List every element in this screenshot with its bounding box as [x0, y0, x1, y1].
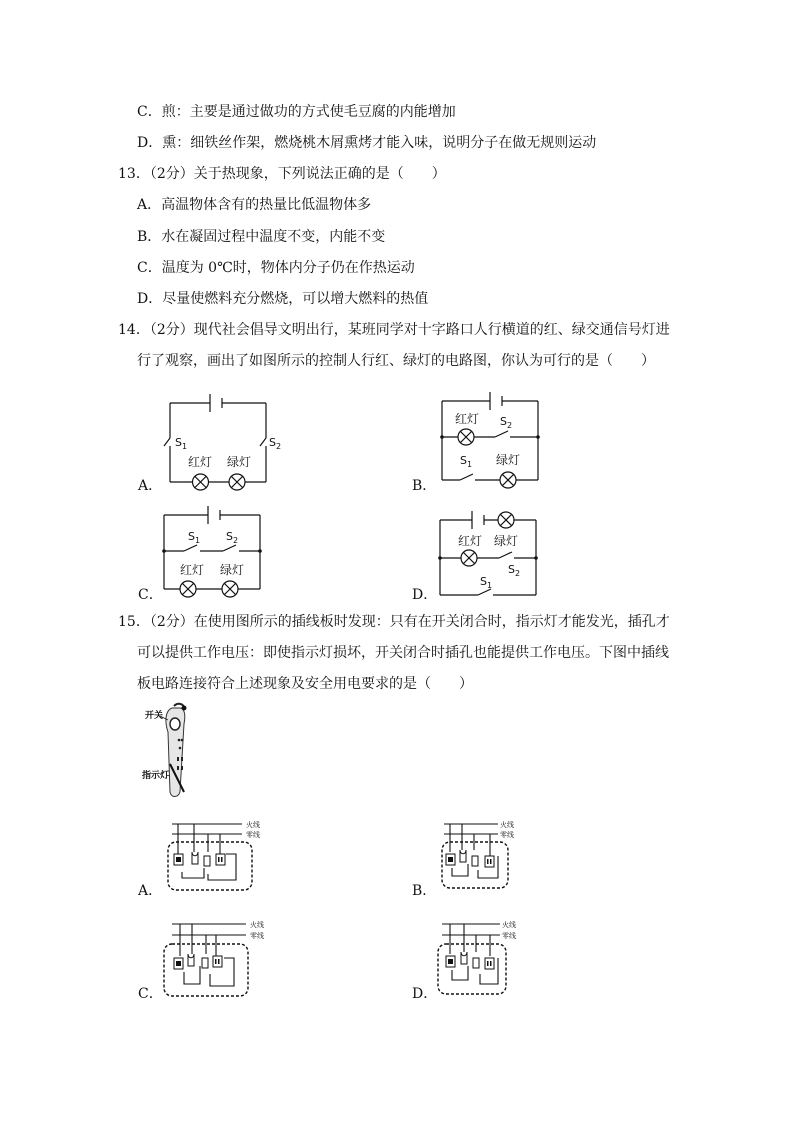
junction-dot [534, 556, 538, 560]
b-s1-label: $S_1$ [460, 454, 473, 469]
d-neutral-wire-label: 零线 [502, 932, 516, 940]
d-s2-label: $S_2$ [508, 563, 521, 578]
b-red-light-label: 红灯 [455, 412, 480, 426]
d-s1-label: $S_1$ [480, 575, 493, 590]
a-red-light-label: 红灯 [188, 455, 213, 469]
junction-dot [536, 435, 540, 439]
wiring-diagram-b [438, 812, 528, 897]
circuit-diagram-d [430, 505, 550, 605]
a-s2-label: $S_2$ [269, 436, 282, 451]
a-s1-label: $S_1$ [175, 436, 188, 451]
power-strip-photo [140, 702, 210, 802]
q15-label-a: A． [138, 883, 163, 899]
q12-option-c: C．煎：主要是通过做功的方式使毛豆腐的内能增加 [137, 104, 456, 120]
c-neutral-wire-label: 零线 [250, 932, 264, 940]
q15-label-b: B． [412, 883, 437, 899]
junction-dot [438, 556, 442, 560]
circuit-diagram-b [430, 388, 550, 498]
junction-dot [162, 549, 166, 553]
c-live-wire-label: 火线 [250, 921, 264, 929]
q15-stem-line3: 板电路连接符合上述现象及安全用电要求的是（ ） [137, 676, 473, 692]
b-s2-label: $S_2$ [500, 415, 513, 430]
q14-label-d: D． [412, 587, 438, 603]
q15-label-d: D． [412, 986, 438, 1002]
a-green-light-label: 绿灯 [227, 455, 252, 469]
c-s2-label: $S_2$ [226, 530, 239, 545]
q13-stem: 13．（2分）关于热现象，下列说法正确的是（ ） [118, 166, 446, 182]
q14-label-b: B． [412, 478, 437, 494]
q15-label-c: C． [138, 986, 163, 1002]
b-green-light-label: 绿灯 [496, 453, 521, 467]
q13-option-d: D．尽量使燃料充分燃烧，可以增大燃料的热值 [137, 291, 429, 307]
c-green-light-label: 绿灯 [220, 563, 245, 577]
switch-label: 开关 [145, 711, 164, 721]
q14-stem-line2: 行了观察，画出了如图所示的控制人行红、绿灯的电路图，你认为可行的是（ ） [137, 353, 655, 369]
d-red-light-label: 红灯 [458, 534, 483, 548]
indicator-label: 指示灯 [142, 771, 170, 781]
q14-label-a: A． [138, 478, 163, 494]
q14-stem-line1: 14．（2分）现代社会倡导文明出行，某班同学对十字路口人行横道的红、绿交通信号灯进 [118, 322, 670, 338]
q13-option-a: A．高温物体含有的热量比低温物体多 [137, 197, 372, 213]
q13-option-b: B．水在凝固过程中温度不变，内能不变 [137, 229, 386, 245]
junction-dot [258, 549, 262, 553]
c-s1-label: $S_1$ [188, 530, 201, 545]
d-live-wire-label: 火线 [502, 921, 516, 929]
wiring-diagram-d [436, 914, 536, 999]
circuit-diagram-c [156, 503, 271, 608]
wiring-diagram-c [160, 914, 275, 999]
q15-stem-line1: 15．（2分）在使用图所示的插线板时发现：只有在开关闭合时，指示灯才能发光，插孔才 [118, 614, 670, 630]
d-green-light-label: 绿灯 [494, 534, 519, 548]
b-neutral-wire-label: 零线 [500, 831, 514, 839]
a-neutral-wire-label: 零线 [246, 831, 260, 839]
junction-dot [440, 435, 444, 439]
q14-label-c: C． [138, 587, 163, 603]
q13-option-c: C．温度为 0℃时，物体内分子仍在作热运动 [137, 260, 415, 276]
wiring-diagram-a [162, 812, 272, 897]
q15-stem-line2: 可以提供工作电压：即使指示灯损坏，开关闭合时插孔也能提供工作电压。下图中插线 [137, 645, 669, 661]
circuit-diagram-a [150, 388, 280, 498]
c-red-light-label: 红灯 [180, 563, 205, 577]
q12-option-d: D．熏：细铁丝作架，燃烧桃木屑熏烤才能入味，说明分子在做无规则运动 [137, 135, 597, 151]
b-live-wire-label: 火线 [500, 821, 514, 829]
a-live-wire-label: 火线 [246, 821, 260, 829]
